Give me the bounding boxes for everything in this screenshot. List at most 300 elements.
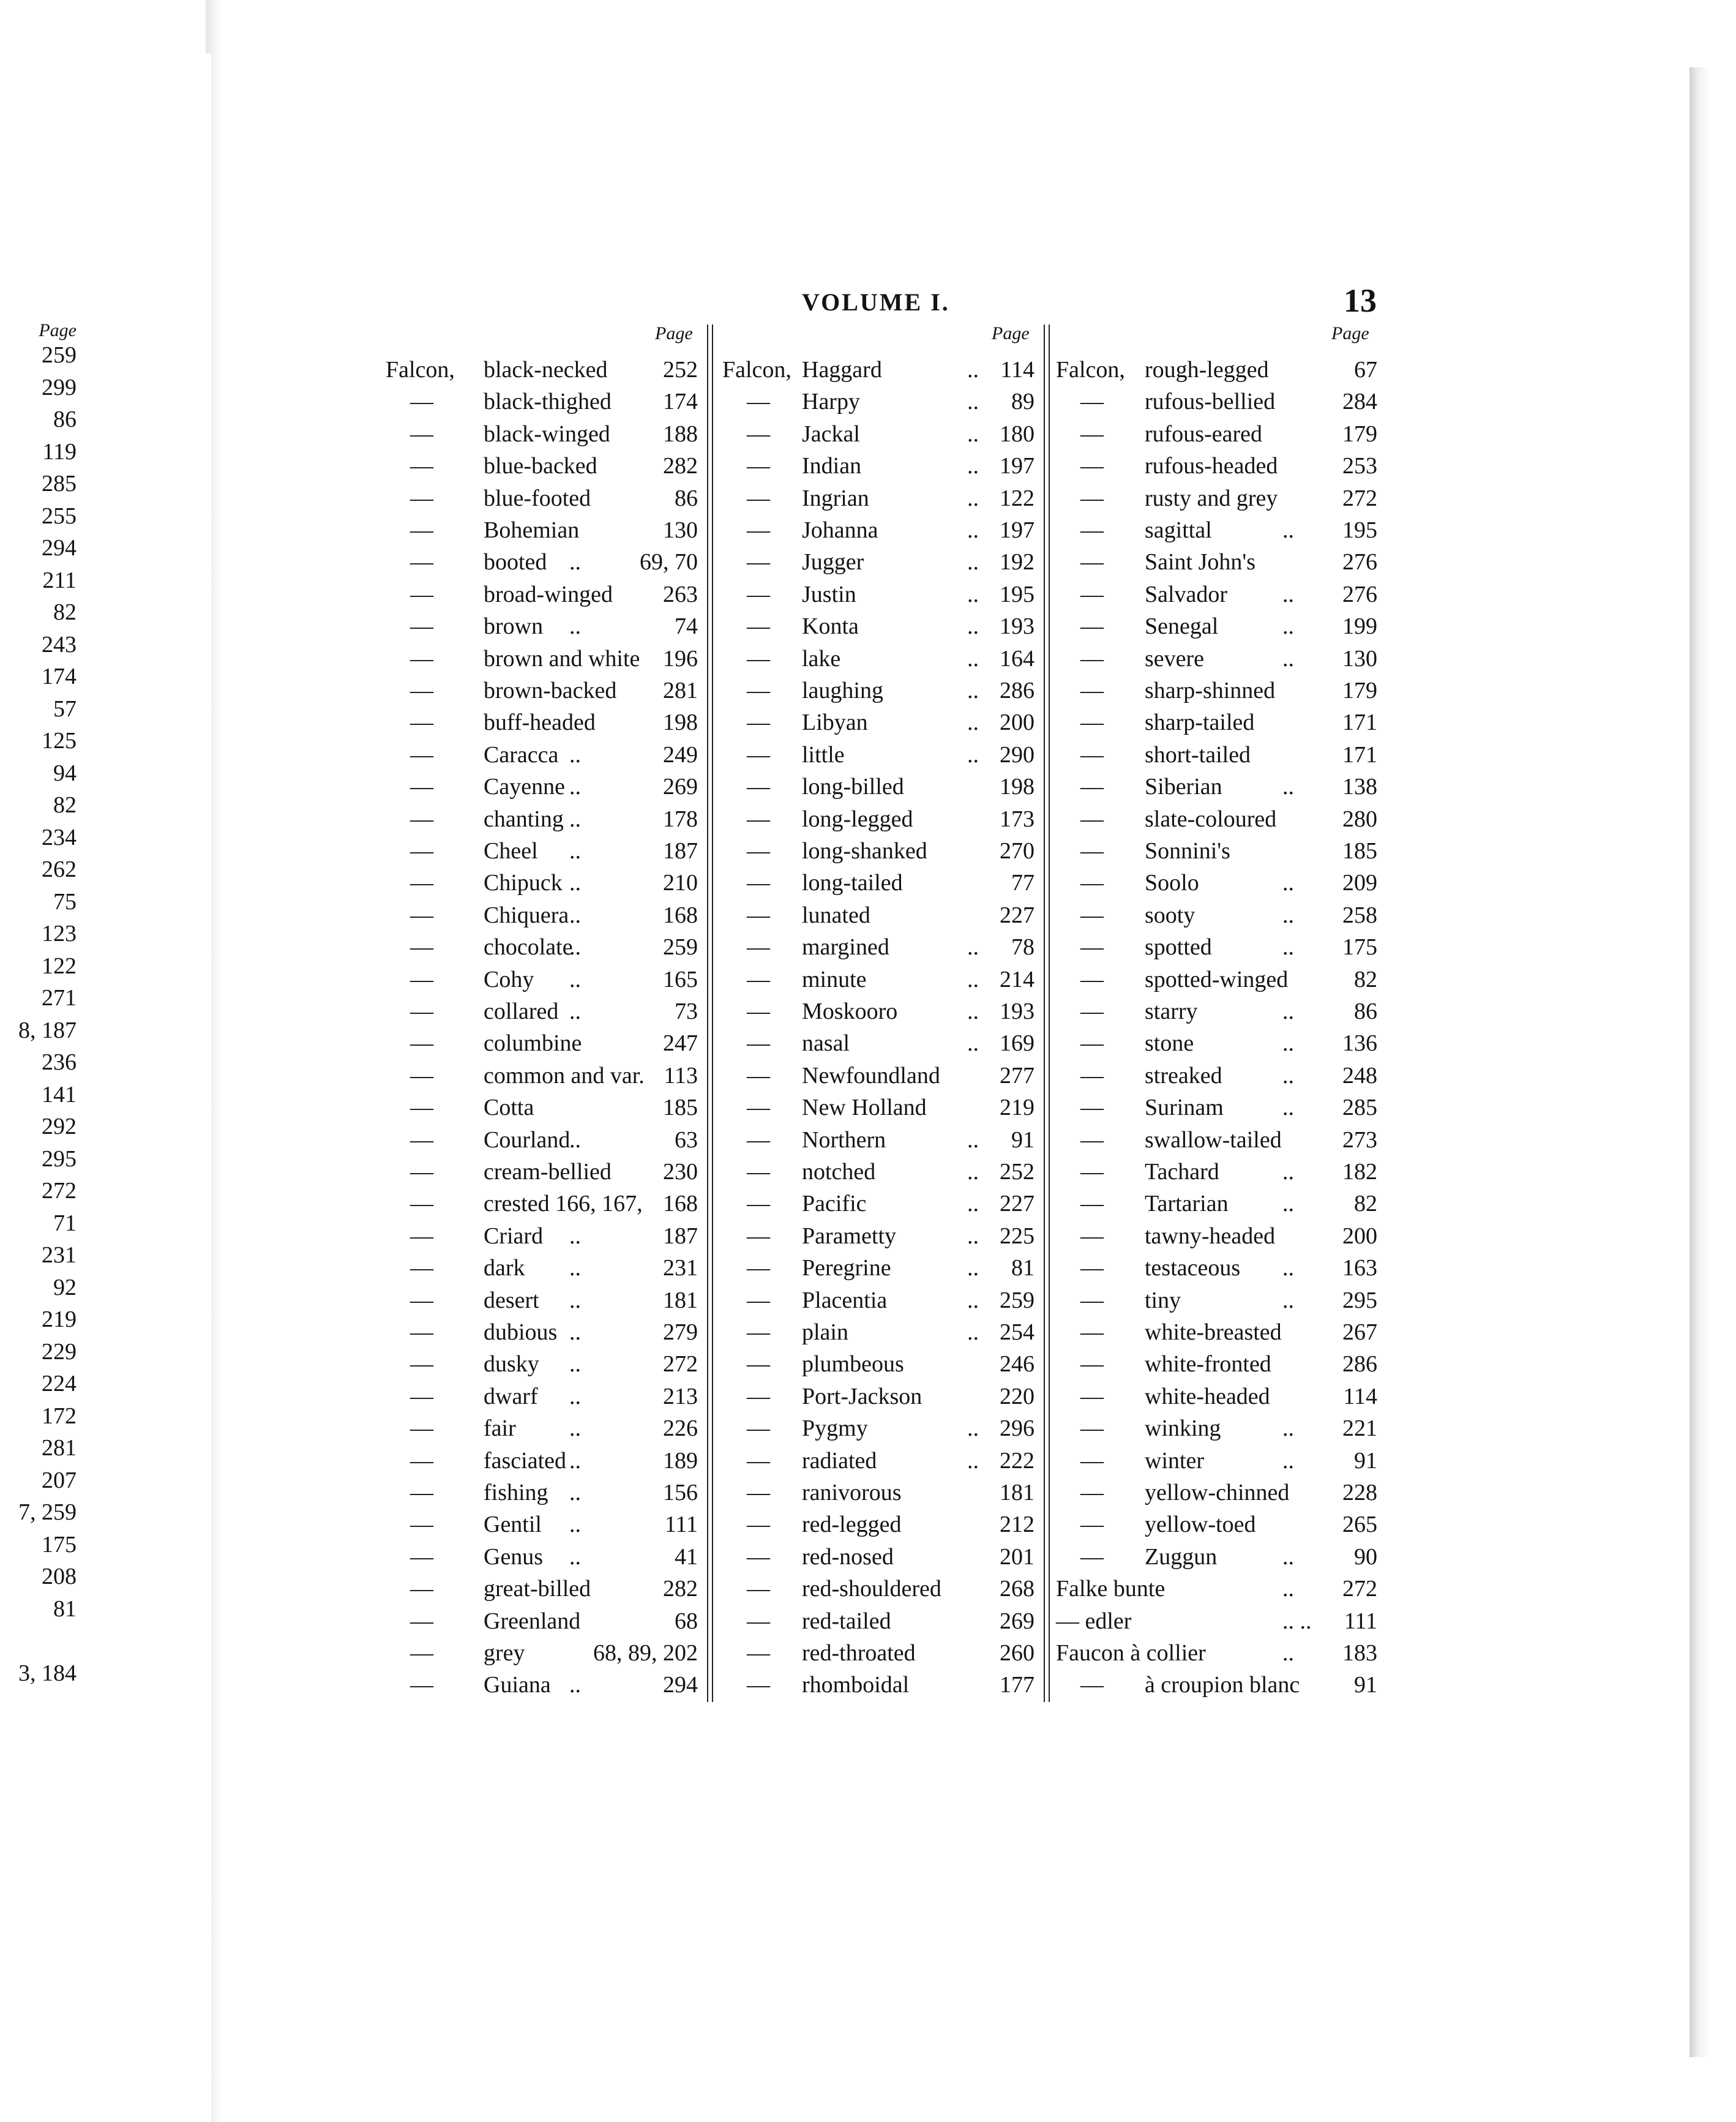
entry-prefix: —: [1080, 838, 1104, 864]
entry-prefix: —: [1080, 1319, 1104, 1345]
entry-prefix: —: [1080, 710, 1104, 736]
entry-prefix: —: [410, 1447, 433, 1474]
left-page-number: 86: [53, 407, 77, 432]
entry-label: blue-footed: [484, 485, 591, 511]
entry-prefix: —: [410, 999, 433, 1024]
entry-page: 182: [1342, 1159, 1377, 1185]
index-entry: [386, 1543, 698, 1575]
entry-label: Genus: [484, 1543, 544, 1570]
entry-prefix: —: [410, 934, 433, 961]
entry-prefix: —: [747, 806, 770, 832]
entry-label: Johanna: [802, 517, 878, 543]
entry-label: severe: [1145, 645, 1205, 672]
entry-label: chanting: [484, 806, 564, 832]
entry-leader-dots: ..: [569, 1127, 581, 1153]
page-edge: [1689, 67, 1710, 2057]
entry-page: 179: [1342, 421, 1377, 447]
entry-label: yellow-chinned: [1145, 1480, 1290, 1505]
entry-page: 225: [1000, 1223, 1034, 1249]
index-entry: [386, 356, 698, 388]
entry-prefix: —: [410, 1319, 433, 1345]
entry-leader-dots: ..: [569, 1223, 581, 1249]
entry-leader-dots: ..: [967, 1223, 979, 1249]
entry-label: little: [802, 741, 845, 768]
index-entry: [386, 902, 698, 934]
entry-label: notched: [802, 1159, 876, 1185]
entry-page: 295: [1342, 1287, 1377, 1313]
entry-page: 77: [1011, 870, 1034, 896]
entry-prefix: —: [1080, 1095, 1104, 1121]
left-page-number: 75: [53, 888, 77, 915]
index-entry: [1056, 998, 1377, 1030]
entry-prefix: —: [1080, 1415, 1104, 1442]
index-entry: [1056, 388, 1377, 420]
entry-page: 181: [1000, 1480, 1034, 1505]
entry-label: spotted: [1145, 934, 1212, 961]
entry-leader-dots: ..: [1282, 1062, 1294, 1089]
entry-label: Guiana: [484, 1672, 551, 1698]
entry-leader-dots: ..: [967, 1319, 979, 1345]
entry-prefix: —: [410, 613, 433, 640]
entry-leader-dots: ..: [1282, 999, 1294, 1024]
entry-prefix: —: [747, 966, 770, 992]
index-entry: [722, 1479, 1034, 1511]
entry-page: 196: [663, 645, 698, 672]
index-entry: [386, 709, 698, 741]
entry-page: 69, 70: [640, 549, 698, 575]
entry-leader-dots: ..: [1282, 1415, 1294, 1442]
index-entry: [386, 773, 698, 805]
index-entry: [722, 1415, 1034, 1447]
index-entry: [722, 806, 1034, 838]
entry-label: Newfoundland: [802, 1062, 940, 1089]
entry-leader-dots: ..: [967, 517, 979, 543]
index-entry: [386, 1479, 698, 1511]
entry-prefix: —: [410, 549, 433, 575]
entry-page: 272: [663, 1351, 698, 1378]
entry-prefix: —: [747, 1608, 770, 1634]
index-entry: [722, 1319, 1034, 1351]
entry-prefix: —: [747, 1415, 770, 1442]
entry-leader-dots: ..: [569, 1287, 581, 1313]
entry-leader-dots: ..: [967, 421, 979, 447]
entry-page: 260: [1000, 1640, 1034, 1666]
entry-prefix: —: [1080, 517, 1104, 543]
entry-page: 91: [1011, 1127, 1034, 1153]
index-entry: [1056, 806, 1377, 838]
entry-prefix: —: [747, 1543, 770, 1570]
entry-prefix: —: [1080, 1480, 1104, 1505]
entry-prefix: —: [747, 1672, 770, 1698]
entry-page: 273: [1342, 1127, 1377, 1153]
index-entry: [1056, 1094, 1377, 1126]
entry-prefix: —: [410, 1191, 433, 1217]
entry-prefix: —: [1080, 934, 1104, 961]
entry-page: 169: [1000, 1030, 1034, 1057]
entry-page: 286: [1000, 678, 1034, 703]
entry-prefix: —: [410, 1159, 433, 1185]
entry-leader-dots: ..: [967, 1159, 979, 1185]
entry-label: red-legged: [802, 1512, 902, 1538]
entry-prefix: —: [747, 1030, 770, 1057]
entry-page: 173: [1000, 806, 1034, 832]
entry-prefix: —: [410, 1127, 433, 1153]
entry-leader-dots: ..: [967, 357, 979, 383]
index-entry: [386, 613, 698, 645]
entry-prefix: —: [410, 1095, 433, 1121]
entry-leader-dots: ..: [569, 1415, 581, 1442]
entry-page: 199: [1342, 613, 1377, 640]
entry-prefix: —: [1080, 1543, 1104, 1570]
entry-page: 248: [1342, 1062, 1377, 1089]
left-page-number: 285: [42, 471, 77, 497]
entry-page: 254: [1000, 1319, 1034, 1345]
left-page-number: 236: [42, 1049, 77, 1075]
entry-prefix: —: [1080, 581, 1104, 607]
index-entry: [722, 421, 1034, 452]
entry-label: common and var.: [484, 1062, 645, 1089]
entry-prefix: Faucon à collier: [1056, 1640, 1206, 1666]
index-entry: [1056, 1640, 1377, 1671]
entry-label: plain: [802, 1319, 848, 1345]
entry-page: 258: [1342, 902, 1377, 928]
index-entry: [722, 1511, 1034, 1543]
index-entry: [1056, 709, 1377, 741]
entry-prefix: —: [747, 485, 770, 511]
entry-page: 195: [1000, 581, 1034, 607]
index-entry: [1056, 1319, 1377, 1351]
entry-leader-dots: ..: [569, 741, 581, 768]
left-page-number: 211: [42, 567, 77, 593]
entry-prefix: —: [747, 741, 770, 768]
entry-label: rough-legged: [1145, 357, 1269, 383]
entry-leader-dots: ..: [1282, 870, 1294, 896]
entry-prefix: —: [1080, 1255, 1104, 1281]
entry-label: red-throated: [802, 1640, 916, 1666]
index-entry: [722, 1190, 1034, 1222]
index-entry: [1056, 1543, 1377, 1575]
entry-prefix: — edler: [1056, 1608, 1132, 1634]
entry-page: 286: [1342, 1351, 1377, 1378]
entry-leader-dots: ..: [1282, 581, 1294, 607]
entry-prefix: —: [747, 613, 770, 640]
left-page-number: 271: [42, 985, 77, 1011]
entry-leader-dots: ..: [967, 966, 979, 992]
index-entry: [722, 1254, 1034, 1286]
entry-prefix: —: [747, 1351, 770, 1378]
entry-label: tiny: [1145, 1287, 1181, 1313]
entry-label: crested 166, 167,: [484, 1191, 643, 1217]
entry-page: 252: [1000, 1159, 1034, 1185]
entry-label: long-billed: [802, 774, 904, 800]
entry-label: Port-Jackson: [802, 1383, 922, 1409]
entry-label: ranivorous: [802, 1480, 902, 1505]
entry-leader-dots: ..: [569, 966, 581, 992]
index-entry: [1056, 485, 1377, 517]
entry-prefix: —: [1080, 1287, 1104, 1313]
index-entry: [722, 581, 1034, 613]
column-page-label: Page: [1331, 323, 1369, 343]
entry-label: tawny-headed: [1145, 1223, 1276, 1249]
entry-label: streaked: [1145, 1062, 1222, 1089]
index-entry: [386, 1319, 698, 1351]
entry-prefix: —: [410, 645, 433, 672]
entry-leader-dots: ..: [1282, 774, 1294, 800]
entry-leader-dots: ..: [569, 1351, 581, 1378]
index-entry: [722, 741, 1034, 773]
entry-label: brown and white: [484, 645, 640, 672]
index-entry: [1056, 773, 1377, 805]
entry-page: 282: [663, 1576, 698, 1602]
index-entry: [722, 1447, 1034, 1479]
entry-page: 227: [1000, 1191, 1034, 1217]
index-entry: [386, 1608, 698, 1640]
entry-prefix: —: [410, 838, 433, 864]
entry-prefix: —: [1080, 966, 1104, 992]
index-entry: [1056, 1511, 1377, 1543]
entry-label: desert: [484, 1287, 539, 1313]
entry-leader-dots: ..: [967, 389, 979, 415]
entry-prefix: —: [1080, 1127, 1104, 1153]
entry-label: Tartarian: [1145, 1191, 1229, 1217]
entry-page: 198: [1000, 774, 1034, 800]
entry-label: Parametty: [802, 1223, 897, 1249]
entry-prefix: —: [747, 1191, 770, 1217]
entry-label: Zuggun: [1145, 1543, 1218, 1570]
entry-page: 130: [663, 517, 698, 543]
left-page-number: 255: [42, 503, 77, 529]
entry-page: 163: [1342, 1255, 1377, 1281]
entry-page: 259: [663, 934, 698, 961]
left-page-number: 7, 259: [18, 1499, 77, 1525]
index-entry: [722, 1671, 1034, 1703]
entry-prefix: —: [410, 485, 433, 511]
entry-leader-dots: ..: [569, 774, 581, 800]
entry-prefix: Falcon,: [386, 357, 455, 383]
entry-page: 171: [1342, 741, 1377, 768]
entry-page: 90: [1354, 1543, 1377, 1570]
entry-leader-dots: ..: [1282, 613, 1294, 640]
index-entry: [722, 356, 1034, 388]
left-page-number: 272: [42, 1178, 77, 1204]
entry-label: swallow-tailed: [1145, 1127, 1282, 1153]
index-entry: [722, 517, 1034, 549]
entry-page: 189: [663, 1447, 698, 1474]
entry-page: 187: [663, 838, 698, 864]
entry-prefix: —: [1080, 453, 1104, 479]
index-entry: [386, 1351, 698, 1382]
index-entry: [722, 613, 1034, 645]
entry-label: Greenland: [484, 1608, 581, 1634]
index-entry: [1056, 1479, 1377, 1511]
entry-page: 212: [1000, 1512, 1034, 1538]
entry-page: 91: [1354, 1672, 1377, 1698]
entry-page: 214: [1000, 966, 1034, 992]
entry-page: 41: [675, 1543, 698, 1570]
index-entry: [386, 1127, 698, 1158]
entry-prefix: —: [747, 549, 770, 575]
entry-label: long-shanked: [802, 838, 927, 864]
entry-page: 249: [663, 741, 698, 768]
entry-prefix: —: [1080, 870, 1104, 896]
index-entry: [722, 1383, 1034, 1415]
entry-label: black-thighed: [484, 389, 612, 415]
entry-label: Chipuck: [484, 870, 563, 896]
index-entry: [1056, 613, 1377, 645]
left-page-number: 243: [42, 631, 77, 658]
index-entry: [722, 1094, 1034, 1126]
index-entry: [386, 1671, 698, 1703]
index-entry: [722, 709, 1034, 741]
entry-leader-dots: ..: [967, 1255, 979, 1281]
entry-prefix: —: [410, 966, 433, 992]
index-entry: [1056, 1575, 1377, 1607]
entry-page: 281: [663, 678, 698, 703]
entry-page: 111: [1344, 1608, 1377, 1634]
entry-leader-dots: ..: [1282, 1191, 1294, 1217]
index-entry: [1056, 1062, 1377, 1094]
entry-leader-dots: ..: [967, 549, 979, 575]
entry-prefix: —: [1080, 1191, 1104, 1217]
entry-label: long-tailed: [802, 870, 903, 896]
entry-label: white-headed: [1145, 1383, 1270, 1409]
entry-label: Jugger: [802, 549, 864, 575]
index-entry: [1056, 1608, 1377, 1640]
index-entry: [1056, 452, 1377, 484]
entry-page: 178: [663, 806, 698, 832]
entry-prefix: —: [410, 678, 433, 703]
entry-prefix: —: [410, 1512, 433, 1538]
entry-leader-dots: ..: [1282, 902, 1294, 928]
left-page-number: 219: [42, 1307, 77, 1332]
index-entry: [722, 485, 1034, 517]
entry-page: 122: [1000, 485, 1034, 511]
left-page-number: 292: [42, 1114, 77, 1139]
entry-label: margined: [802, 934, 889, 961]
entry-prefix: —: [410, 581, 433, 607]
index-entry: [386, 966, 698, 998]
index-entry: [722, 773, 1034, 805]
entry-prefix: —: [410, 421, 433, 447]
index-entry: [1056, 1287, 1377, 1319]
index-entry: [722, 1351, 1034, 1382]
entry-leader-dots: ..: [569, 806, 581, 832]
gutter-shadow: [206, 0, 297, 2122]
entry-label: Bohemian: [484, 517, 580, 543]
entry-label: testaceous: [1145, 1255, 1241, 1281]
entry-label: slate-coloured: [1145, 806, 1277, 832]
index-entry: [722, 388, 1034, 420]
entry-page: 114: [1343, 1383, 1377, 1409]
entry-prefix: Falcon,: [722, 357, 791, 383]
entry-page: 179: [1342, 678, 1377, 703]
index-entry: [386, 1094, 698, 1126]
entry-page: 268: [1000, 1576, 1034, 1602]
entry-page: 228: [1342, 1480, 1377, 1505]
entry-prefix: —: [747, 1095, 770, 1121]
entry-leader-dots: ..: [967, 1127, 979, 1153]
entry-prefix: —: [747, 1255, 770, 1281]
entry-prefix: —: [747, 1640, 770, 1666]
index-entry: [1056, 838, 1377, 869]
entry-page: 171: [1342, 710, 1377, 736]
entry-prefix: —: [747, 710, 770, 736]
left-page-number: 175: [42, 1531, 77, 1558]
entry-label: winter: [1145, 1447, 1205, 1474]
entry-label: Salvador: [1145, 581, 1228, 607]
entry-prefix: —: [1080, 806, 1104, 832]
entry-label: Gentil: [484, 1512, 542, 1538]
entry-leader-dots: ..: [1282, 1447, 1294, 1474]
index-entry: [386, 1447, 698, 1479]
left-page-number: 295: [42, 1145, 77, 1172]
index-entry: [1056, 677, 1377, 709]
entry-prefix: —: [1080, 613, 1104, 640]
index-entry: [386, 869, 698, 901]
left-page-number: 224: [42, 1371, 77, 1397]
index-entry: [1056, 1030, 1377, 1062]
entry-prefix: —: [410, 710, 433, 736]
entry-page: 198: [663, 710, 698, 736]
entry-prefix: —: [747, 678, 770, 703]
entry-page: 270: [1000, 838, 1034, 864]
entry-prefix: —: [410, 517, 433, 543]
index-entry: [386, 1383, 698, 1415]
entry-prefix: —: [747, 902, 770, 928]
entry-prefix: —: [747, 517, 770, 543]
index-entry: [1056, 1127, 1377, 1158]
entry-label: winking: [1145, 1415, 1221, 1442]
entry-leader-dots: ..: [569, 838, 581, 864]
entry-label: Soolo: [1145, 870, 1199, 896]
left-page-number: 119: [42, 438, 77, 465]
index-entry: [722, 1608, 1034, 1640]
entry-prefix: —: [410, 1608, 433, 1634]
entry-leader-dots: ..: [967, 741, 979, 768]
entry-label: Ingrian: [802, 485, 869, 511]
entry-label: Jackal: [802, 421, 860, 447]
entry-label: stone: [1145, 1030, 1194, 1057]
entry-leader-dots: ..: [569, 613, 581, 640]
entry-page: 180: [1000, 421, 1034, 447]
entry-prefix: —: [747, 870, 770, 896]
entry-page: 277: [1000, 1062, 1034, 1089]
entry-label: booted: [484, 549, 547, 575]
entry-label: rufous-eared: [1145, 421, 1263, 447]
entry-prefix: —: [410, 1255, 433, 1281]
entry-label: Harpy: [802, 389, 860, 415]
index-entry: [722, 838, 1034, 869]
entry-page: 201: [1000, 1543, 1034, 1570]
entry-label: rufous-bellied: [1145, 389, 1276, 415]
entry-label: yellow-toed: [1145, 1512, 1256, 1538]
entry-page: 226: [663, 1415, 698, 1442]
entry-prefix: —: [410, 453, 433, 479]
left-page-number: 294: [42, 535, 77, 561]
entry-label: brown-backed: [484, 678, 617, 703]
left-page-number: 141: [42, 1081, 77, 1108]
index-entry: [386, 452, 698, 484]
entry-label: chocolate: [484, 934, 573, 961]
index-entry: [1056, 1671, 1377, 1703]
entry-label: grey: [484, 1640, 525, 1666]
entry-prefix: —: [1080, 1351, 1104, 1378]
entry-prefix: —: [410, 741, 433, 768]
left-page-number: 208: [42, 1564, 77, 1589]
entry-leader-dots: ..: [569, 1447, 581, 1474]
left-page-number: 172: [42, 1403, 77, 1429]
entry-label: columbine: [484, 1030, 582, 1057]
